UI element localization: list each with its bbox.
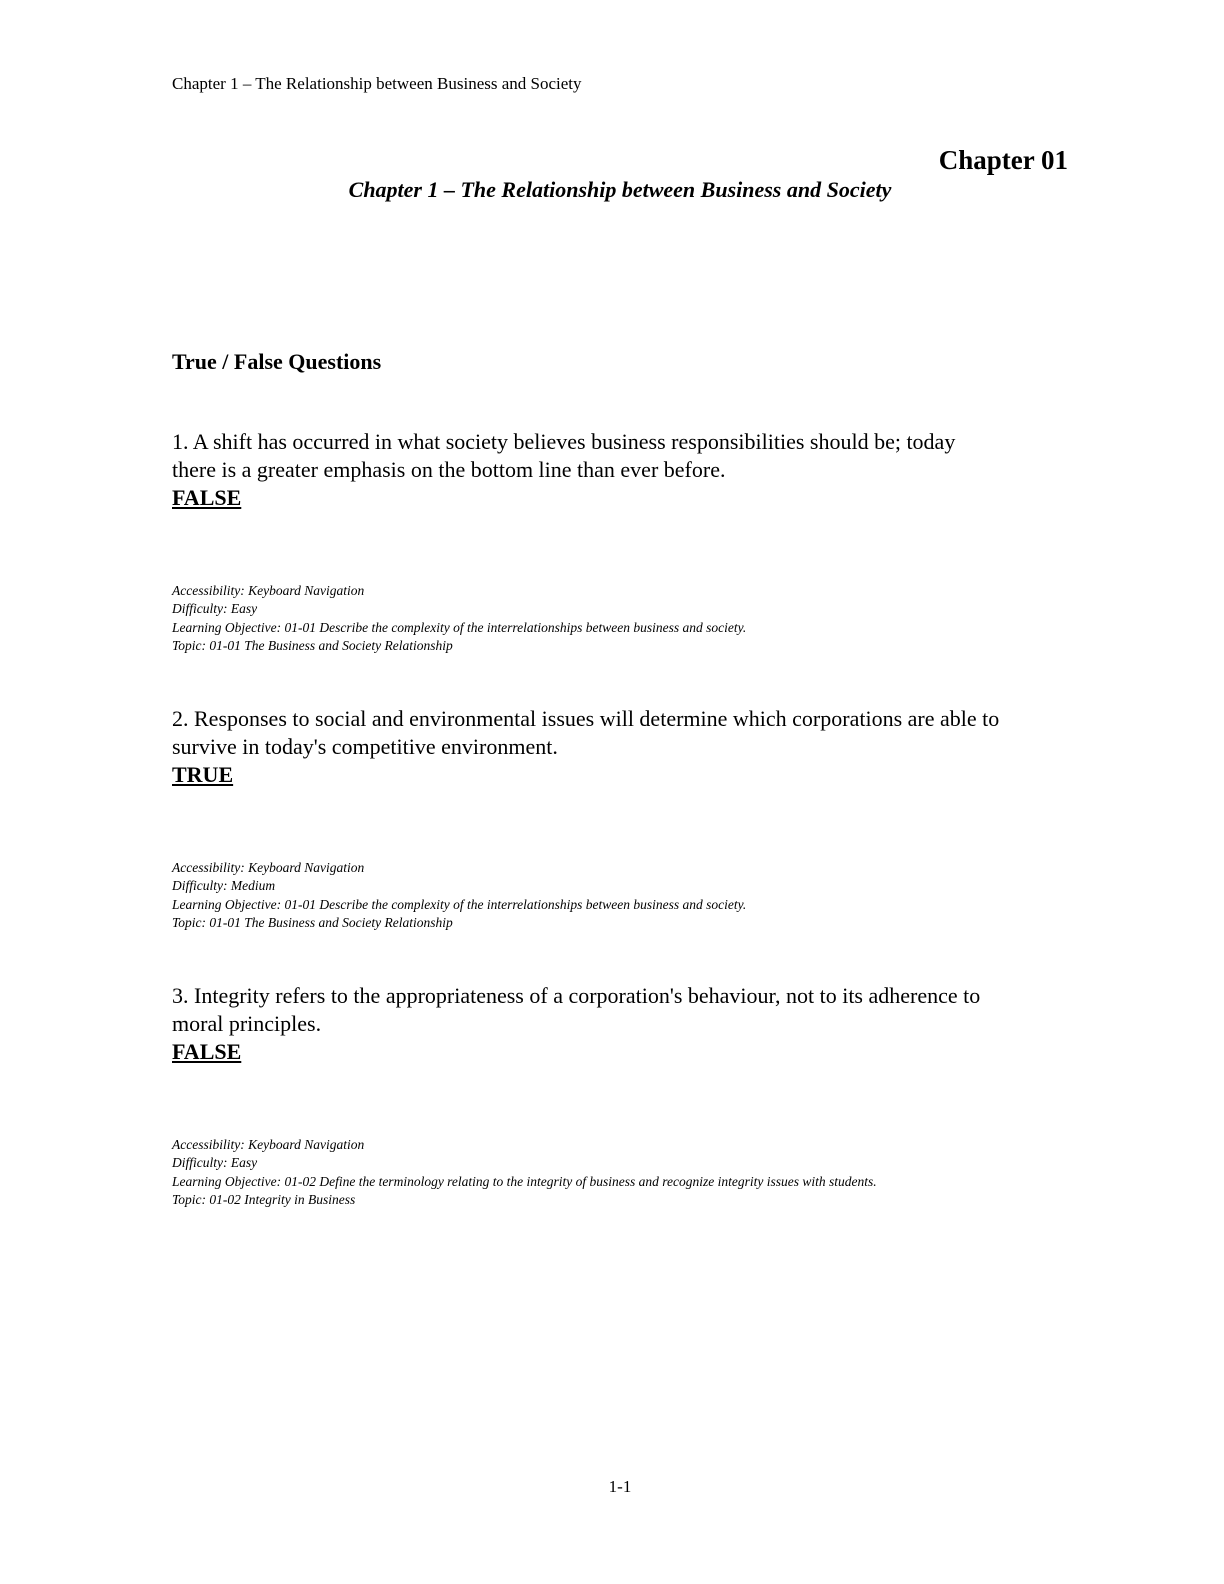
topic-tag: Topic: 01-01 The Business and Society Relationship (172, 638, 453, 654)
question-text-line: survive in today's competitive environment. (172, 734, 558, 759)
question-text-line: 1. A shift has occurred in what society believes business responsibilities should be; today (172, 429, 956, 454)
question-1-metadata (172, 582, 1072, 656)
topic-tag: Topic: 01-02 Integrity in Business (172, 1192, 356, 1208)
accessibility-tag: Accessibility: Keyboard Navigation (172, 860, 365, 875)
accessibility-tag: Accessibility: Keyboard Navigation (172, 1137, 365, 1152)
question-text-line: moral principles. (172, 1011, 322, 1036)
learning-objective-tag: Learning Objective: 01-02 Define the terminology relating to the integrity of business and recognize integrity issues with students. (172, 1173, 877, 1189)
chapter-number: Chapter 01 (938, 145, 1068, 175)
learning-objective-tag: Learning Objective: 01-01 Describe the complexity of the interrelationships between business and society. (172, 896, 747, 912)
answer-label: FALSE (172, 485, 242, 510)
question-3-metadata (172, 1136, 1072, 1210)
question-2 (172, 705, 1072, 789)
accessibility-tag: Accessibility: Keyboard Navigation (172, 583, 365, 598)
topic-tag: Topic: 01-01 The Business and Society Relationship (172, 915, 453, 931)
question-text-line: 2. Responses to social and environmental issues will determine which corporations are able to (172, 706, 1000, 731)
difficulty-tag: Difficulty: Easy (172, 601, 258, 617)
question-3 (172, 982, 1072, 1066)
question-text-line: 3. Integrity refers to the appropriateness of a corporation's behaviour, not to its adherence to (172, 983, 981, 1008)
running-header: Chapter 1 – The Relationship between Business and Society (172, 74, 582, 93)
learning-objective-tag: Learning Objective: 01-01 Describe the complexity of the interrelationships between business and society. (172, 619, 747, 635)
section-title: True / False Questions (172, 349, 382, 374)
difficulty-tag: Difficulty: Easy (172, 1155, 258, 1171)
answer-label: TRUE (172, 762, 234, 787)
answer-label: FALSE (172, 1039, 242, 1064)
chapter-title: Chapter 1 – The Relationship between Business and Society (348, 177, 892, 202)
question-2-metadata (172, 859, 1072, 933)
page-number: 1-1 (608, 1477, 632, 1496)
question-text-line: there is a greater emphasis on the bottom line than ever before. (172, 457, 726, 482)
question-1 (172, 428, 1072, 512)
difficulty-tag: Difficulty: Medium (172, 878, 276, 894)
